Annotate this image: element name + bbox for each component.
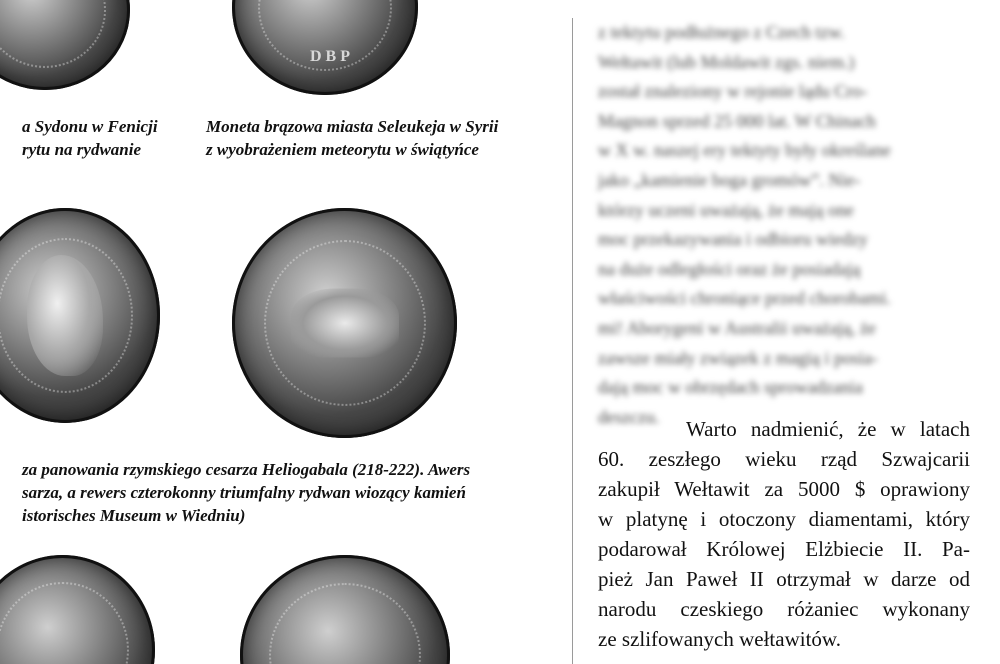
- article-line: Warto nadmienić, że w latach: [686, 417, 970, 441]
- article-line: ze szlifowanych wełtawitów.: [598, 627, 841, 651]
- caption-top-left: a Sydonu w Fenicji rytu na rydwanie: [22, 117, 158, 159]
- article-line: pież Jan Paweł II otrzymał w darze od: [598, 567, 970, 591]
- article-line: zakupił Wełtawit za 5000 $ oprawiony: [598, 477, 970, 501]
- column-divider: [572, 18, 573, 664]
- coin-top-right: [232, 0, 418, 95]
- caption-middle: za panowania rzymskiego cesarza Heliogabala (218-222). Awers sarza, a rewers czterokonny triumfalny rydwan wiozący kamień istorisches Museum w Wiedniu): [22, 460, 471, 525]
- coin-middle-left-bust: [0, 208, 160, 423]
- article-line: podarował Królowej Elżbiecie II. Pa-: [598, 537, 970, 561]
- article-column: [598, 18, 970, 664]
- article-line: narodu czeskiego różaniec wykonany: [598, 597, 970, 621]
- coin-middle-right-chariot: [232, 208, 457, 438]
- emperor-bust-image: [27, 255, 103, 375]
- coin-bottom-left: [0, 555, 155, 664]
- article-line: w platynę i otoczony diamentami, który: [598, 507, 970, 531]
- coin-bottom-right: [240, 555, 450, 664]
- article-paragraph: [598, 414, 970, 654]
- coin-top-right-inscription: DBP: [310, 48, 354, 65]
- coin-top-left: [0, 0, 130, 90]
- caption-top-right: Moneta brązowa miasta Seleukeja w Syrii z wyobrażeniem meteorytu w świątyńce: [206, 117, 499, 159]
- article-line: 60. zeszłego wieku rząd Szwajcarii: [598, 447, 970, 471]
- blurred-article-text: z tektytu podłużnego z Czech tzw. Wełtawit (lub Moldawit zgs. niem.) został znaleziony w rejonie lądu Cro- Magnon sprzed 25 000 lat. W Chinach w X w. naszej ery tektyty były określane jako „kamienie boga gromów”. Nie- którzy uczeni uważają, że mają one moc przekazywania i odbioru wiedzy na duże odległości oraz że posiadają właściwości chroniące przed chorobami. mi! Aborygeni w Australii uważają, że zawsze miały związek z magią i posia- dają moc w obrzędach sprowadzania deszczu.: [598, 22, 891, 427]
- chariot-image: [291, 289, 399, 358]
